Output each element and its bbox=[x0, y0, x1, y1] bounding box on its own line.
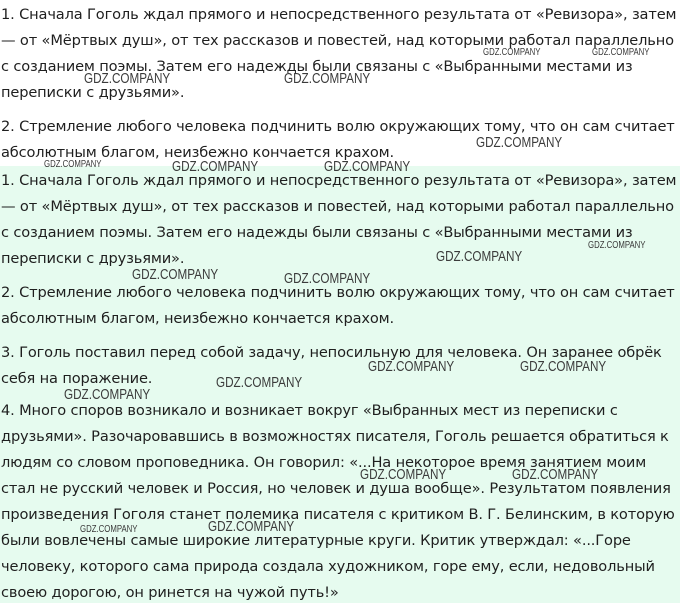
watermark: GDZ.COMPANY bbox=[520, 358, 607, 375]
watermark: GDZ.COMPANY bbox=[360, 466, 447, 483]
watermark: GDZ.COMPANY bbox=[216, 374, 303, 391]
paragraph-1: 1. Сначала Гоголь ждал прямого и непосредственного результата от «Ревизора», затем — от «Мёртвых душ», от тех рассказов и повестей, над которыми работал параллельно с созданием поэмы. Затем его надежды были связаны с «Выбранными местами из переписки с друзьями». bbox=[1, 172, 677, 267]
watermark: GDZ.COMPANY bbox=[284, 70, 371, 87]
watermark: GDZ.COMPANY bbox=[324, 158, 411, 175]
watermark: GDZ.COMPANY bbox=[512, 466, 599, 483]
paragraph-4: 4. Много споров возникало и возникает вокруг «Выбранных мест из переписки с друзьями». Разочаровавшись в возможностях писателя, Гоголь решается обратиться к людям со словом проповедника. Он говорил: «...На некоторое время занятием моим стал не русский человек и Россия, но человек и душа вообще». Результатом появления произведения Гоголя станет полемика писателя с критиком В. Г. Белинским, в которую были вовлечены самые широкие литературные круги. Критик утверждал: «...Горе человеку, которого сама природа создала художником, горе ему, если, недовольный своею дорогою, он ринется на чужой путь!» bbox=[1, 402, 675, 601]
watermark: GDZ.COMPANY bbox=[84, 70, 171, 87]
watermark: GDZ.COMPANY bbox=[64, 386, 151, 403]
watermark: GDZ.COMPANY bbox=[284, 270, 371, 287]
watermark: GDZ.COMPANY bbox=[592, 47, 650, 58]
watermark: GDZ.COMPANY bbox=[588, 240, 646, 251]
watermark: GDZ.COMPANY bbox=[132, 266, 219, 283]
watermark: GDZ.COMPANY bbox=[44, 159, 102, 170]
paragraph-1: 1. Сначала Гоголь ждал прямого и непосредственного результата от «Ревизора», затем — от «Мёртвых душ», от тех рассказов и повестей, над которыми работал параллельно с созданием поэмы. Затем его надежды были связаны с «Выбранными местами из переписки с друзьями». bbox=[1, 6, 677, 101]
watermark: GDZ.COMPANY bbox=[172, 158, 259, 175]
paragraph-3: 3. Гоголь поставил перед собой задачу, непосильную для человека. Он заранее обрёк себя на поражение. bbox=[1, 344, 662, 387]
answer-block-plain bbox=[0, 0, 680, 166]
watermark: GDZ.COMPANY bbox=[208, 518, 295, 535]
answer-block-highlighted bbox=[0, 166, 680, 603]
watermark: GDZ.COMPANY bbox=[368, 358, 455, 375]
paragraph-2: 2. Стремление любого человека подчинить волю окружающих тому, что он сам считает абсолютным благом, неизбежно кончается крахом. bbox=[1, 118, 675, 161]
watermark: GDZ.COMPANY bbox=[80, 524, 138, 535]
watermark: GDZ.COMPANY bbox=[483, 47, 541, 58]
watermark: GDZ.COMPANY bbox=[436, 248, 523, 265]
paragraph-2: 2. Стремление любого человека подчинить волю окружающих тому, что он сам считает абсолютным благом, неизбежно кончается крахом. bbox=[1, 284, 675, 327]
watermark: GDZ.COMPANY bbox=[476, 134, 563, 151]
